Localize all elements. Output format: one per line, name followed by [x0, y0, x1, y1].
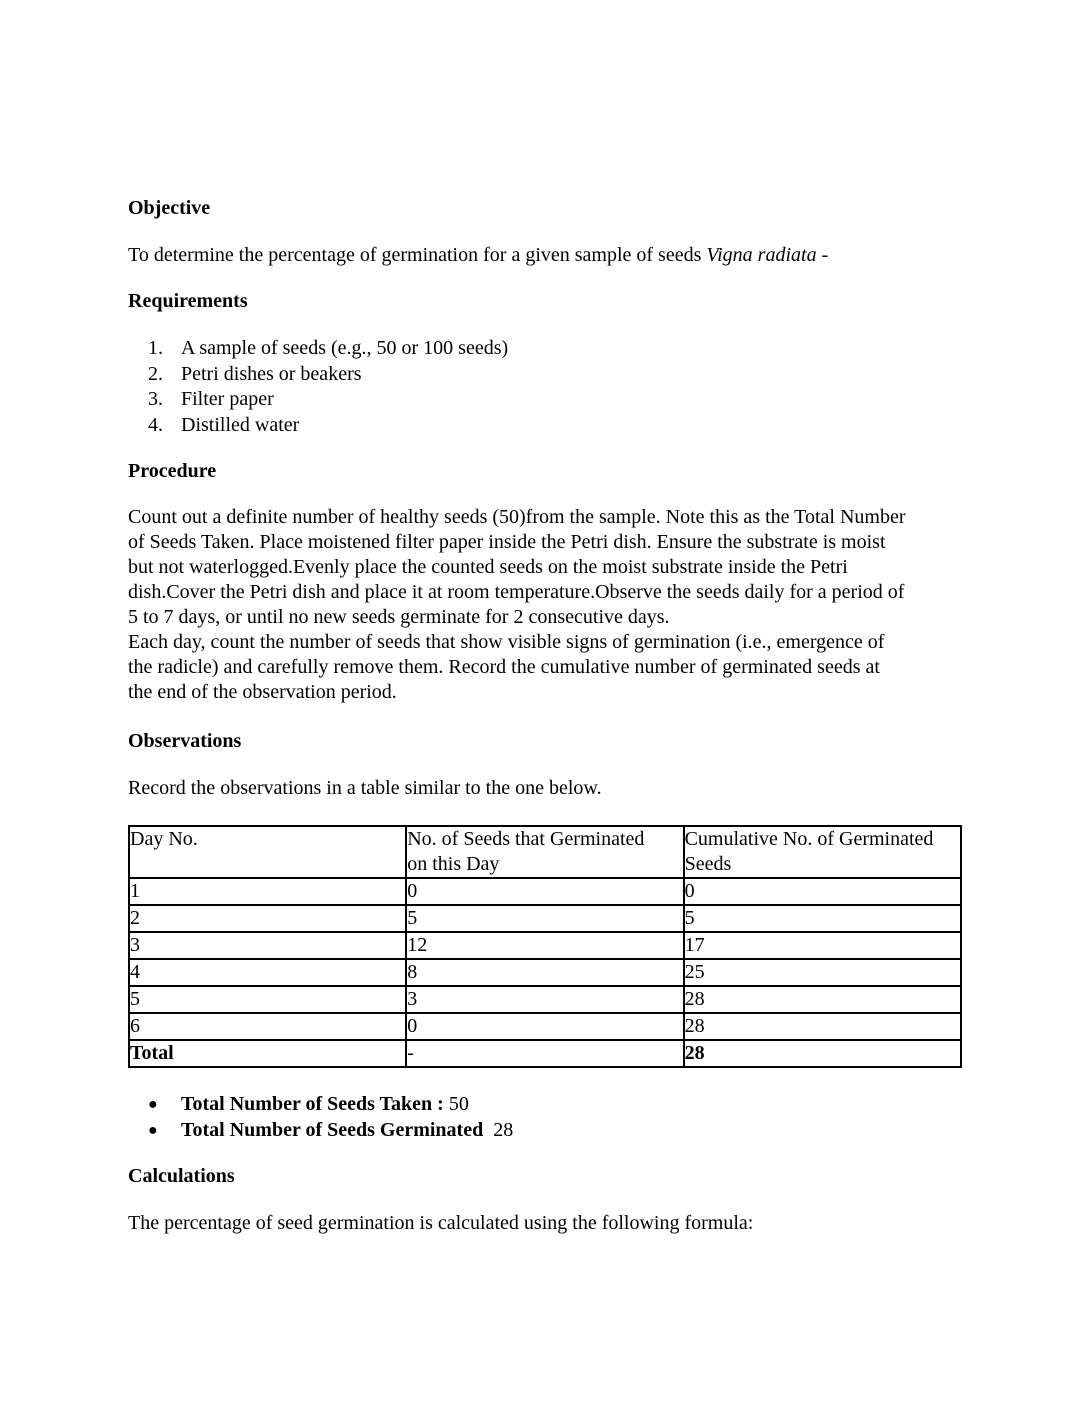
cell-germinated: 0 [406, 1013, 683, 1040]
species-name: Vigna radiata [706, 244, 817, 266]
bullet-icon: ● [148, 1096, 158, 1113]
objective-text-before: To determine the percentage of germination for a given sample of seeds [128, 244, 707, 266]
cell-total-germinated: - [406, 1040, 683, 1067]
header-line: Seeds [684, 853, 732, 875]
header-line: on this Day [407, 853, 500, 875]
procedure-heading: Procedure [128, 460, 217, 482]
procedure-line: but not waterlogged.Evenly place the counted seeds on the moist substrate inside the Petri [128, 556, 848, 578]
table-total-row [129, 1040, 961, 1067]
procedure-text [128, 505, 1008, 705]
total-taken-label: Total Number of Seeds Taken : [181, 1093, 444, 1115]
procedure-line: Each day, count the number of seeds that show visible signs of germination (i.e., emergence of [128, 631, 885, 653]
list-item [128, 413, 508, 439]
list-item-text: A sample of seeds (e.g., 50 or 100 seeds) [181, 337, 509, 359]
header-day-no [129, 826, 406, 878]
cell-day: 1 [129, 878, 406, 905]
header-line: Cumulative No. of Germinated [684, 828, 934, 850]
header-line: No. of Seeds that Germinated [407, 828, 645, 850]
cell-cumulative: 25 [684, 959, 961, 986]
table-row [129, 932, 961, 959]
cell-cumulative: 28 [684, 1013, 961, 1040]
bullet-icon: ● [148, 1121, 158, 1139]
list-item-text: Distilled water [181, 413, 300, 436]
procedure-line: 5 to 7 days, or until no new seeds germinate for 2 consecutive days. [128, 606, 670, 628]
total-taken-value: 50 [443, 1093, 469, 1115]
list-item-text: Petri dishes or beakers [181, 362, 362, 385]
procedure-line: of Seeds Taken. Place moistened filter paper inside the Petri dish. Ensure the substrate is moist [128, 531, 886, 553]
requirements-heading: Requirements [128, 290, 248, 312]
procedure-line: the radicle) and carefully remove them. Record the cumulative number of germinated seeds at [128, 656, 880, 678]
list-number: 3. [148, 388, 163, 410]
procedure-line: Count out a definite number of healthy seeds (50)from the sample. Note this as the Total Number [128, 506, 906, 528]
list-number: 1. [148, 337, 163, 359]
cell-total-label: Total [129, 1040, 406, 1067]
list-number: 2. [148, 362, 163, 385]
cell-day: 4 [129, 959, 406, 986]
objective-text [128, 243, 962, 268]
observations-intro: Record the observations in a table similar to the one below. [128, 777, 602, 799]
cell-germinated: 3 [406, 986, 683, 1013]
cell-day: 2 [129, 905, 406, 932]
calculations-heading: Calculations [128, 1165, 235, 1187]
cell-cumulative: 28 [684, 986, 961, 1013]
list-item [128, 336, 508, 362]
list-item [128, 387, 508, 413]
procedure-line: dish.Cover the Petri dish and place it at room temperature.Observe the seeds daily for a period of [128, 581, 905, 603]
cell-germinated: 5 [406, 905, 683, 932]
table-row [129, 905, 961, 932]
cell-day: 5 [129, 986, 406, 1013]
cell-germinated: 12 [406, 932, 683, 959]
total-germinated-label: Total Number of Seeds Germinated [181, 1118, 484, 1141]
list-item [128, 1118, 513, 1144]
header-line: Day No. [130, 828, 198, 850]
list-item-text: Filter paper [181, 388, 274, 410]
totals-list [128, 1092, 513, 1143]
procedure-line: the end of the observation period. [128, 681, 397, 703]
table-row [129, 986, 961, 1013]
cell-cumulative: 17 [684, 932, 961, 959]
total-germinated-value: 28 [483, 1118, 514, 1141]
cell-germinated: 0 [406, 878, 683, 905]
cell-cumulative: 0 [684, 878, 961, 905]
table-row [129, 878, 961, 905]
cell-cumulative: 5 [684, 905, 961, 932]
requirements-list [128, 336, 508, 438]
observations-heading: Observations [128, 730, 242, 752]
cell-germinated: 8 [406, 959, 683, 986]
observations-table [128, 825, 962, 1068]
table-row [129, 959, 961, 986]
list-number: 4. [148, 413, 163, 436]
list-item [128, 362, 508, 388]
header-cumulative [684, 826, 961, 878]
table-header-row [129, 826, 961, 878]
cell-day: 6 [129, 1013, 406, 1040]
objective-text-after: - [816, 244, 829, 266]
objective-heading: Objective [128, 197, 211, 219]
cell-day: 3 [129, 932, 406, 959]
header-germinated-day [406, 826, 683, 878]
table-row [129, 1013, 961, 1040]
list-item [128, 1092, 513, 1118]
calculations-text: The percentage of seed germination is calculated using the following formula: [128, 1212, 754, 1234]
cell-total-cumulative: 28 [684, 1040, 961, 1067]
